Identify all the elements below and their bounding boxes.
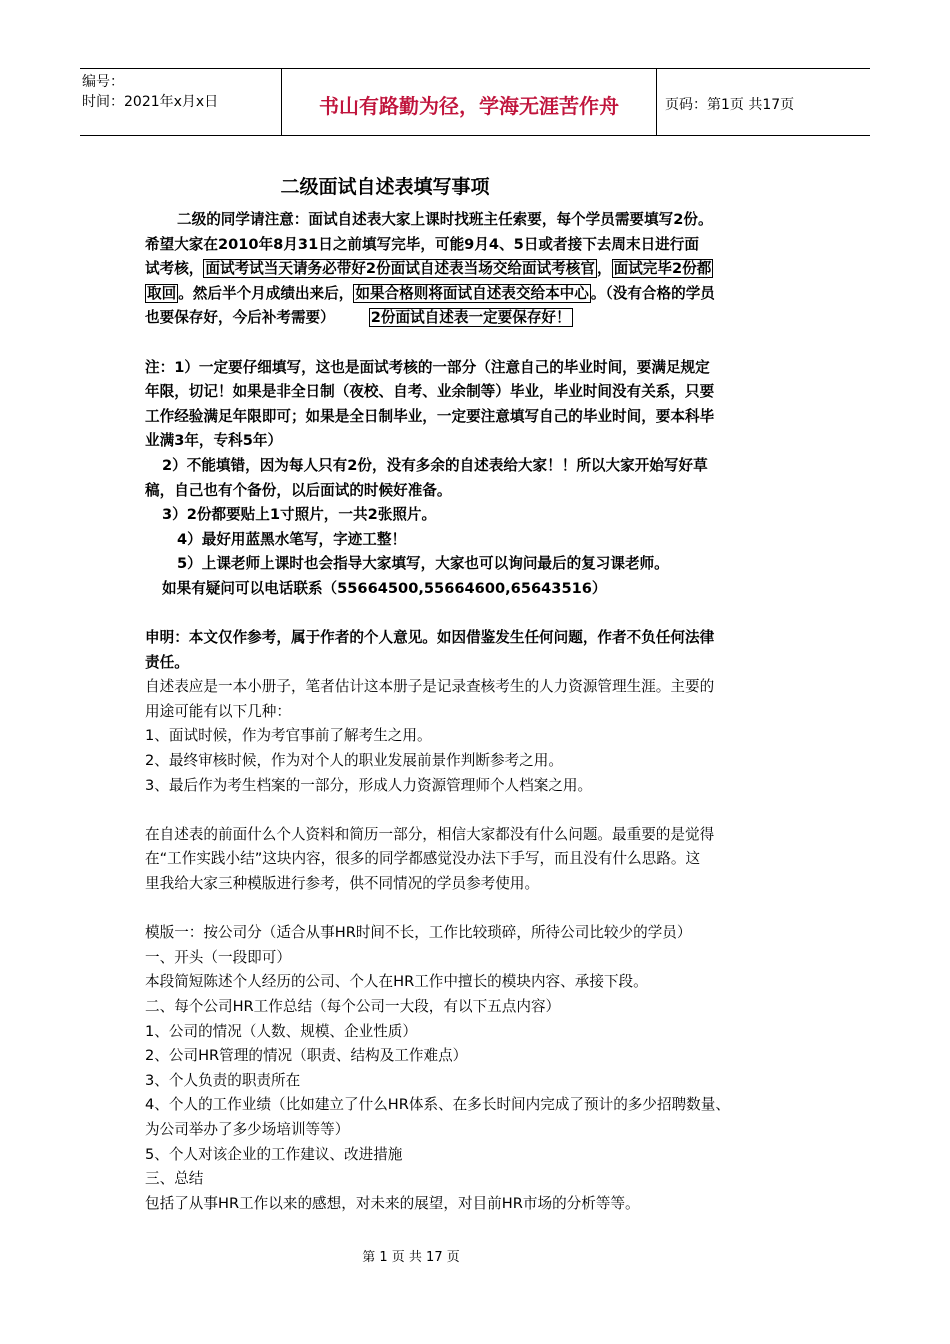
body-line: 在“工作实践小结”这块内容，很多的同学都感觉没办法下手写，而且没有什么思路。这 [145, 850, 701, 868]
list-item: 2、最终审核时候，作为对个人的职业发展前景作判断参考之用。 [145, 752, 563, 770]
list-item: 1、公司的情况（人数、规模、企业性质） [145, 1022, 417, 1040]
template-section [145, 921, 810, 1216]
note-line: 业满3年，专科5年） [145, 432, 283, 450]
document-number-label: 编号： [82, 74, 124, 90]
note-line: 3）2份都要贴上1寸照片，一共2张照片。 [162, 506, 437, 524]
body-line: 包括了从事HR工作以来的感想，对未来的展望，对目前HR市场的分析等等。 [145, 1194, 640, 1212]
body-line: 用途可能有以下几种： [145, 702, 291, 720]
text-span: 。（没有合格的学员 [590, 284, 715, 302]
section-heading: 一、开头（一段即可） [145, 948, 291, 966]
boxed-highlight: 面试考试当天请务必带好2份面试自述表当场交给面试考核官 [205, 260, 595, 278]
note-line: 工作经验满足年限即可；如果是全日制毕业，一定要注意填写自己的毕业时间，要本科毕 [145, 407, 715, 425]
note-line: 5）上课老师上课时也会指导大家填写，大家也可以询问最后的复习课老师。 [177, 555, 669, 573]
document-body [145, 208, 810, 1216]
page-header [80, 68, 870, 136]
list-item: 4、个人的工作业绩（比如建立了什么HR体系、在多长时间内完成了预计的多少招聘数量、 [145, 1096, 730, 1114]
notice-line [145, 282, 810, 307]
list-item: 5、个人对该企业的工作建议、改进措施 [145, 1145, 403, 1163]
boxed-highlight: 面试完毕2份都 [613, 260, 712, 278]
list-item: 1、面试时候，作为考官事前了解考生之用。 [145, 727, 432, 745]
disclaimer-line: 责任。 [145, 653, 189, 671]
notice-line: 二级的同学请注意：面试自述表大家上课时找班主任索要，每个学员需要填写2份。 [177, 211, 713, 228]
usage-section [145, 675, 810, 798]
list-item: 2、公司HR管理的情况（职责、结构及工作难点） [145, 1047, 468, 1065]
section-heading: 二、每个公司HR工作总结（每个公司一大段，有以下五点内容） [145, 998, 561, 1015]
header-page-info: 页码：第1页 共17页 [665, 97, 795, 113]
note-line: 稿，自己也有个备份，以后面试的时候好准备。 [145, 481, 452, 499]
disclaimer-line: 申明：本文仅作参考，属于作者的个人意见。如因借鉴发生任何问题，作者不负任何法律 [145, 629, 715, 647]
document-date: 时间：2021年x月x日 [82, 94, 219, 110]
header-meta [80, 69, 282, 135]
disclaimer-section [145, 626, 810, 675]
list-item: 为公司举办了多少场培训等等） [145, 1120, 350, 1138]
template-title: 模版一：按公司分（适合从事HR时间不长，工作比较琐碎，所待公司比较少的学员） [145, 924, 692, 942]
body-line: 里我给大家三种模版进行参考，供不同情况的学员参考使用。 [145, 875, 540, 893]
text-span: 。然后半个月成绩出来后， [178, 284, 354, 302]
body-line: 在自述表的前面什么个人资料和简历一部分，相信大家都没有什么问题。最重要的是觉得 [145, 825, 715, 843]
text-span: ， [597, 260, 612, 278]
note-line: 4）最好用蓝黑水笔写，字迹工整！ [177, 530, 407, 548]
body-line: 本段简短陈述个人经历的公司、个人在HR工作中擅长的模块内容、承接下段。 [145, 973, 648, 991]
note-line: 注：1）一定要仔细填写，这也是面试考核的一部分（注意自己的毕业时间，要满足规定 [145, 358, 710, 376]
text-span: 也要保存好，今后补考需要） [145, 309, 335, 327]
boxed-highlight: 取回 [147, 284, 177, 302]
document-title: 二级面试自述表填写事项 [280, 176, 490, 198]
section-heading: 三、总结 [145, 1170, 204, 1188]
note-line: 年限，切记！如果是非全日制（夜校、自考、业余制等）毕业，毕业时间没有关系，只要 [145, 383, 715, 401]
note-line: 2）不能填错，因为每人只有2份，没有多余的自述表给大家！！所以大家开始写好草 [162, 456, 708, 474]
notice-line [145, 257, 810, 282]
body-line: 自述表应是一本小册子，笔者估计这本册子是记录查核考生的人力资源管理生涯。主要的 [145, 678, 715, 696]
notice-line: 希望大家在2010年8月31日之前填写完毕，可能9月4、5日或者接下去周末日进行面 [145, 235, 699, 253]
text-span: 试考核， [145, 260, 204, 278]
notice-section [145, 208, 810, 331]
page-footer: 第 1 页 共 17 页 [362, 1250, 460, 1265]
notes-section [145, 356, 810, 602]
list-item: 3、最后作为考生档案的一部分，形成人力资源管理师个人档案之用。 [145, 776, 593, 794]
boxed-highlight: 如果合格则将面试自述表交给本中心 [355, 284, 589, 302]
list-item: 3、个人负责的职责所在 [145, 1071, 301, 1089]
contact-line: 如果有疑问可以电话联系（55664500,55664600,65643516） [162, 579, 607, 597]
header-motto: 书山有路勤为径，学海无涯苦作舟 [282, 69, 657, 135]
intro-section [145, 823, 810, 897]
boxed-highlight: 2份面试自述表一定要保存好！ [370, 309, 571, 327]
notice-line [145, 306, 810, 331]
